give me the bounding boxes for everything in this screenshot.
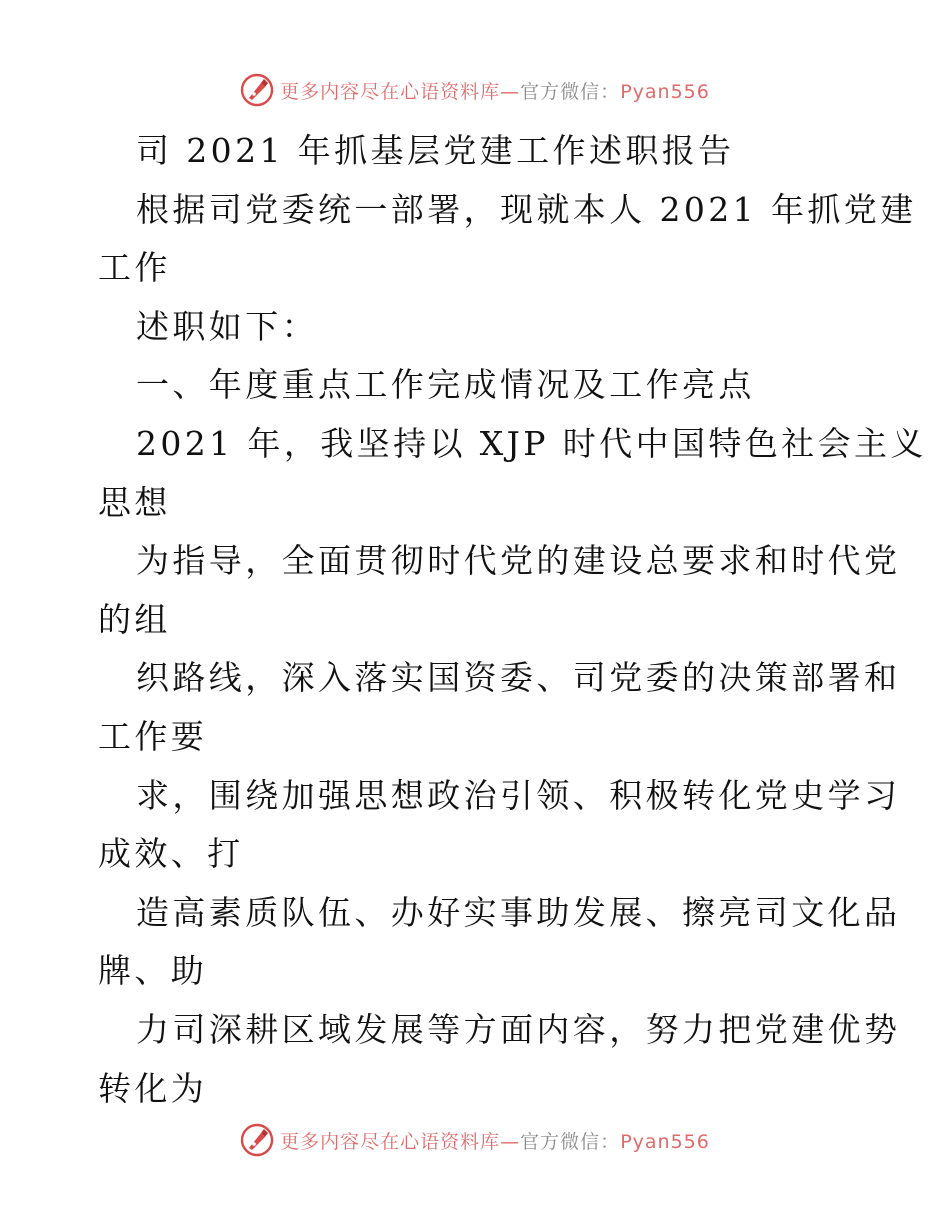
document-body: [98, 122, 927, 1118]
paragraph-line: 根据司党委统一部署，现就本人 2021 年抓党建: [136, 189, 917, 229]
document-title: 司 2021 年抓基层党建工作述职报告: [136, 131, 735, 170]
pen-nib-logo-icon: [240, 1123, 274, 1157]
paragraph-line: 牌、助: [98, 951, 208, 991]
paragraph-line: 转化为: [98, 1068, 208, 1108]
watermark-text: [280, 77, 710, 104]
watermark-wechat-label: 官方微信：: [520, 80, 621, 103]
paragraph-line: 工作要: [98, 716, 208, 756]
section-heading: 一、年度重点工作完成情况及工作亮点: [136, 365, 755, 405]
watermark-prefix: 更多内容尽在心语资料库—: [280, 80, 521, 103]
paragraph-line: 造高素质队伍、办好实事助发展、擦亮司文化品: [136, 892, 901, 932]
paragraph-line: 织路线，深入落实国资委、司党委的决策部署和: [136, 658, 901, 698]
watermark-prefix: 更多内容尽在心语资料库—: [280, 1130, 521, 1153]
paragraph-line: 力司深耕区域发展等方面内容，努力把党建优势: [136, 1009, 901, 1049]
watermark-wechat-id: Pyan556: [620, 1130, 710, 1153]
header-watermark: [0, 70, 950, 110]
paragraph-line: 求，围绕加强思想政治引领、积极转化党史学习: [136, 775, 901, 815]
pen-nib-logo-icon: [240, 73, 274, 107]
paragraph-line: 成效、打: [98, 834, 244, 874]
paragraph-line: 2021 年，我坚持以 XJP 时代中国特色社会主义: [136, 423, 927, 463]
paragraph-line: 思想: [98, 482, 171, 522]
footer-watermark: [0, 1120, 950, 1160]
paragraph-line: 为指导，全面贯彻时代党的建设总要求和时代党: [136, 541, 901, 581]
watermark-wechat-id: Pyan556: [620, 80, 710, 103]
paragraph-line: 述职如下：: [136, 306, 318, 346]
paragraph-line: 的组: [98, 599, 171, 639]
watermark-wechat-label: 官方微信：: [520, 1130, 621, 1153]
watermark-text: [280, 1127, 710, 1154]
paragraph-line: 工作: [98, 248, 171, 288]
